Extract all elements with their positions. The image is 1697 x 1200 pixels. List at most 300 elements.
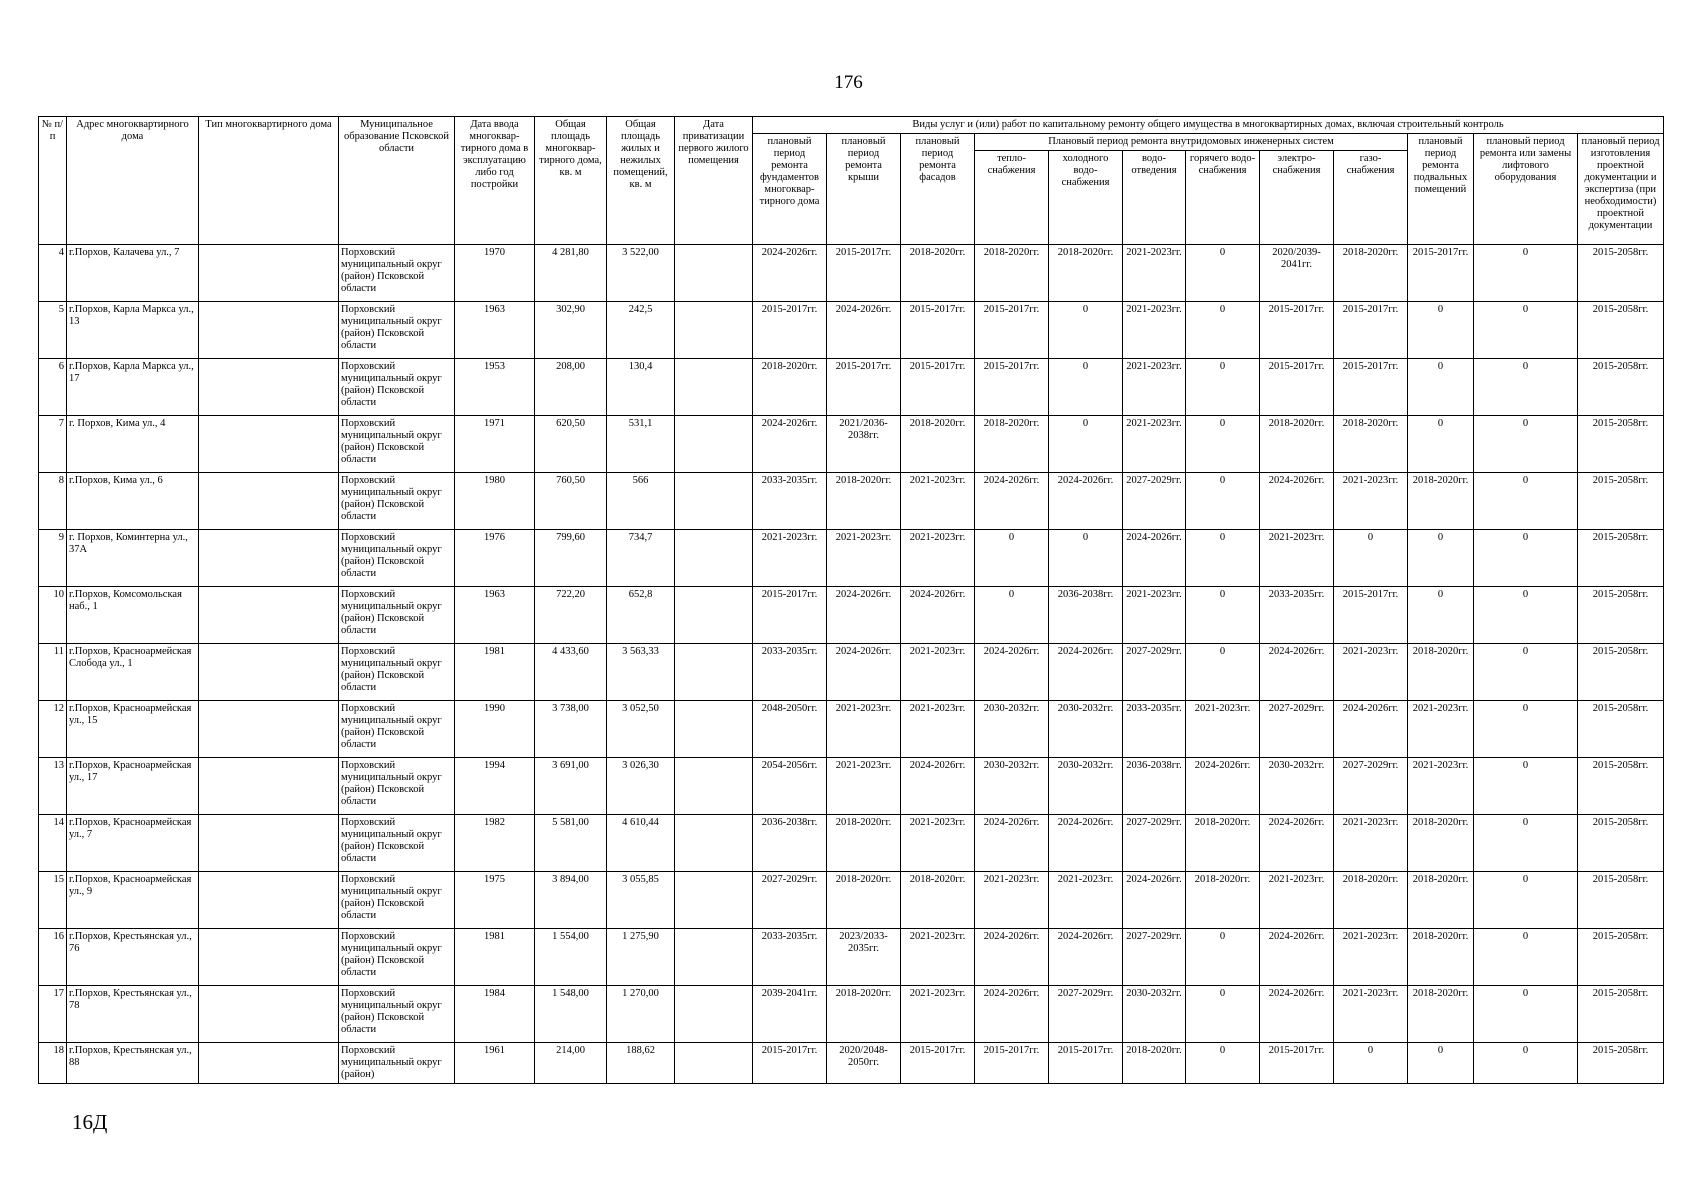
- cell-roof: 2018-2020гг.: [827, 815, 901, 872]
- cell-total-area: 3 894,00: [535, 872, 607, 929]
- cell-num: 5: [39, 302, 67, 359]
- cell-cold-water: 0: [1049, 359, 1123, 416]
- cell-facade: 2021-2023гг.: [901, 986, 975, 1043]
- table-row: [39, 530, 1664, 587]
- cell-privatization: [675, 872, 753, 929]
- cell-design-docs: 2015-2058гг.: [1578, 644, 1664, 701]
- cell-basement: 2018-2020гг.: [1408, 473, 1474, 530]
- cell-gas: 2024-2026гг.: [1334, 701, 1408, 758]
- cell-municipality: Порховский муниципальный округ (район) Псковской области: [339, 587, 455, 644]
- cell-sewage: 2030-2032гг.: [1123, 986, 1186, 1043]
- cell-facade: 2018-2020гг.: [901, 872, 975, 929]
- cell-municipality: Порховский муниципальный округ (район) Псковской области: [339, 359, 455, 416]
- cell-hot-water: 0: [1186, 587, 1260, 644]
- cell-design-docs: 2015-2058гг.: [1578, 815, 1664, 872]
- cell-hot-water: 0: [1186, 473, 1260, 530]
- cell-foundation: 2021-2023гг.: [753, 530, 827, 587]
- cell-heat: 0: [975, 530, 1049, 587]
- cell-design-docs: 2015-2058гг.: [1578, 359, 1664, 416]
- cell-address: г.Порхов, Крестьянская ул., 78: [67, 986, 199, 1043]
- cell-privatization: [675, 416, 753, 473]
- cell-year: 1976: [455, 530, 535, 587]
- cell-facade: 2021-2023гг.: [901, 473, 975, 530]
- cell-privatization: [675, 815, 753, 872]
- cell-type: [199, 758, 339, 815]
- cell-basement: 2018-2020гг.: [1408, 815, 1474, 872]
- cell-total-area: 799,60: [535, 530, 607, 587]
- cell-num: 4: [39, 245, 67, 302]
- cell-electric: 2024-2026гг.: [1260, 815, 1334, 872]
- cell-gas: 2021-2023гг.: [1334, 986, 1408, 1043]
- header-hot-water: горячего водо-снабжения: [1186, 151, 1260, 245]
- cell-facade: 2021-2023гг.: [901, 701, 975, 758]
- cell-hot-water: 0: [1186, 1043, 1260, 1084]
- cell-design-docs: 2015-2058гг.: [1578, 245, 1664, 302]
- cell-heat: 2021-2023гг.: [975, 872, 1049, 929]
- cell-elevator: 0: [1474, 701, 1578, 758]
- header-basement: плановый период ремонта подвальных помещений: [1408, 134, 1474, 245]
- cell-num: 8: [39, 473, 67, 530]
- cell-foundation: 2015-2017гг.: [753, 302, 827, 359]
- page-number: 176: [834, 72, 863, 93]
- cell-sewage: 2027-2029гг.: [1123, 644, 1186, 701]
- cell-heat: 2030-2032гг.: [975, 758, 1049, 815]
- cell-year: 1970: [455, 245, 535, 302]
- cell-total-area: 214,00: [535, 1043, 607, 1084]
- cell-privatization: [675, 644, 753, 701]
- cell-privatization: [675, 986, 753, 1043]
- cell-gas: 2018-2020гг.: [1334, 872, 1408, 929]
- cell-design-docs: 2015-2058гг.: [1578, 302, 1664, 359]
- cell-municipality: Порховский муниципальный округ (район) Псковской области: [339, 416, 455, 473]
- cell-municipality: Порховский муниципальный округ (район) Псковской области: [339, 473, 455, 530]
- cell-cold-water: 2024-2026гг.: [1049, 473, 1123, 530]
- cell-basement: 2018-2020гг.: [1408, 986, 1474, 1043]
- cell-hot-water: 0: [1186, 245, 1260, 302]
- cell-address: г.Порхов, Кима ул., 6: [67, 473, 199, 530]
- table-header: [39, 117, 1664, 245]
- cell-type: [199, 986, 339, 1043]
- cell-heat: 2018-2020гг.: [975, 416, 1049, 473]
- cell-elevator: 0: [1474, 245, 1578, 302]
- header-total-area: Общая площадь многоквар-тирного дома, кв. м: [535, 117, 607, 245]
- cell-total-area: 722,20: [535, 587, 607, 644]
- cell-address: г.Порхов, Карла Маркса ул., 17: [67, 359, 199, 416]
- header-roof: плановый период ремонта крыши: [827, 134, 901, 245]
- cell-electric: 2027-2029гг.: [1260, 701, 1334, 758]
- cell-elevator: 0: [1474, 587, 1578, 644]
- cell-roof: 2024-2026гг.: [827, 644, 901, 701]
- header-foundation: плановый период ремонта фундаментов многоквар-тирного дома: [753, 134, 827, 245]
- cell-privatization: [675, 530, 753, 587]
- cell-living-area: 531,1: [607, 416, 675, 473]
- cell-facade: 2021-2023гг.: [901, 530, 975, 587]
- cell-municipality: Порховский муниципальный округ (район): [339, 1043, 455, 1084]
- capital-repair-table: [38, 116, 1664, 1084]
- cell-electric: 2024-2026гг.: [1260, 644, 1334, 701]
- cell-electric: 2033-2035гг.: [1260, 587, 1334, 644]
- cell-design-docs: 2015-2058гг.: [1578, 986, 1664, 1043]
- cell-basement: 0: [1408, 587, 1474, 644]
- cell-year: 1981: [455, 644, 535, 701]
- cell-hot-water: 0: [1186, 530, 1260, 587]
- cell-gas: 2021-2023гг.: [1334, 815, 1408, 872]
- cell-cold-water: 2015-2017гг.: [1049, 1043, 1123, 1084]
- cell-roof: 2018-2020гг.: [827, 986, 901, 1043]
- cell-year: 1982: [455, 815, 535, 872]
- cell-living-area: 1 275,90: [607, 929, 675, 986]
- cell-electric: 2015-2017гг.: [1260, 359, 1334, 416]
- cell-heat: 2024-2026гг.: [975, 929, 1049, 986]
- cell-roof: 2020/2048-2050гг.: [827, 1043, 901, 1084]
- cell-basement: 2015-2017гг.: [1408, 245, 1474, 302]
- cell-heat: 2024-2026гг.: [975, 473, 1049, 530]
- cell-privatization: [675, 359, 753, 416]
- cell-type: [199, 359, 339, 416]
- cell-heat: 0: [975, 587, 1049, 644]
- cell-num: 18: [39, 1043, 67, 1084]
- cell-municipality: Порховский муниципальный округ (район) Псковской области: [339, 245, 455, 302]
- cell-facade: 2015-2017гг.: [901, 359, 975, 416]
- cell-num: 11: [39, 644, 67, 701]
- cell-sewage: 2021-2023гг.: [1123, 245, 1186, 302]
- cell-elevator: 0: [1474, 359, 1578, 416]
- cell-type: [199, 473, 339, 530]
- cell-gas: 2021-2023гг.: [1334, 929, 1408, 986]
- cell-cold-water: 0: [1049, 530, 1123, 587]
- cell-sewage: 2033-2035гг.: [1123, 701, 1186, 758]
- cell-cold-water: 2018-2020гг.: [1049, 245, 1123, 302]
- cell-type: [199, 302, 339, 359]
- cell-total-area: 1 548,00: [535, 986, 607, 1043]
- cell-hot-water: 0: [1186, 986, 1260, 1043]
- cell-living-area: 4 610,44: [607, 815, 675, 872]
- cell-foundation: 2018-2020гг.: [753, 359, 827, 416]
- cell-basement: 2021-2023гг.: [1408, 701, 1474, 758]
- cell-elevator: 0: [1474, 416, 1578, 473]
- table-row: [39, 815, 1664, 872]
- cell-gas: 2015-2017гг.: [1334, 302, 1408, 359]
- cell-foundation: 2024-2026гг.: [753, 245, 827, 302]
- cell-design-docs: 2015-2058гг.: [1578, 416, 1664, 473]
- cell-privatization: [675, 929, 753, 986]
- cell-basement: 2018-2020гг.: [1408, 644, 1474, 701]
- cell-gas: 0: [1334, 530, 1408, 587]
- cell-roof: 2015-2017гг.: [827, 245, 901, 302]
- cell-address: г.Порхов, Красноармейская ул., 7: [67, 815, 199, 872]
- cell-sewage: 2036-2038гг.: [1123, 758, 1186, 815]
- cell-year: 1953: [455, 359, 535, 416]
- cell-total-area: 4 281,80: [535, 245, 607, 302]
- cell-gas: 2021-2023гг.: [1334, 473, 1408, 530]
- cell-facade: 2024-2026гг.: [901, 587, 975, 644]
- cell-basement: 0: [1408, 1043, 1474, 1084]
- cell-type: [199, 701, 339, 758]
- cell-electric: 2021-2023гг.: [1260, 872, 1334, 929]
- cell-facade: 2021-2023гг.: [901, 815, 975, 872]
- cell-cold-water: 2027-2029гг.: [1049, 986, 1123, 1043]
- cell-foundation: 2027-2029гг.: [753, 872, 827, 929]
- cell-year: 1975: [455, 872, 535, 929]
- footer-code: 16Д: [72, 1110, 108, 1134]
- cell-foundation: 2015-2017гг.: [753, 587, 827, 644]
- cell-facade: 2021-2023гг.: [901, 929, 975, 986]
- cell-elevator: 0: [1474, 473, 1578, 530]
- cell-address: г.Порхов, Крестьянская ул., 88: [67, 1043, 199, 1084]
- cell-sewage: 2018-2020гг.: [1123, 1043, 1186, 1084]
- cell-basement: 0: [1408, 359, 1474, 416]
- cell-basement: 0: [1408, 416, 1474, 473]
- header-electric: электро-снабжения: [1260, 151, 1334, 245]
- cell-basement: 2018-2020гг.: [1408, 872, 1474, 929]
- cell-sewage: 2021-2023гг.: [1123, 587, 1186, 644]
- cell-num: 12: [39, 701, 67, 758]
- cell-hot-water: 0: [1186, 929, 1260, 986]
- cell-sewage: 2027-2029гг.: [1123, 473, 1186, 530]
- cell-cold-water: 0: [1049, 302, 1123, 359]
- header-heat: тепло-снабжения: [975, 151, 1049, 245]
- cell-total-area: 208,00: [535, 359, 607, 416]
- table-row: [39, 986, 1664, 1043]
- cell-electric: 2020/2039-2041гг.: [1260, 245, 1334, 302]
- cell-municipality: Порховский муниципальный округ (район) Псковской области: [339, 929, 455, 986]
- cell-municipality: Порховский муниципальный округ (район) Псковской области: [339, 815, 455, 872]
- cell-address: г.Порхов, Крестьянская ул., 76: [67, 929, 199, 986]
- table-body: [39, 245, 1664, 1084]
- table-row: [39, 701, 1664, 758]
- cell-privatization: [675, 701, 753, 758]
- cell-municipality: Порховский муниципальный округ (район) Псковской области: [339, 530, 455, 587]
- cell-address: г.Порхов, Калачева ул., 7: [67, 245, 199, 302]
- cell-address: г. Порхов, Коминтерна ул., 37А: [67, 530, 199, 587]
- cell-privatization: [675, 302, 753, 359]
- cell-address: г.Порхов, Карла Маркса ул., 13: [67, 302, 199, 359]
- cell-basement: 2018-2020гг.: [1408, 929, 1474, 986]
- cell-roof: 2015-2017гг.: [827, 359, 901, 416]
- cell-design-docs: 2015-2058гг.: [1578, 1043, 1664, 1084]
- cell-address: г.Порхов, Красноармейская ул., 17: [67, 758, 199, 815]
- cell-living-area: 130,4: [607, 359, 675, 416]
- table-row: [39, 758, 1664, 815]
- cell-cold-water: 2030-2032гг.: [1049, 701, 1123, 758]
- cell-num: 13: [39, 758, 67, 815]
- cell-electric: 2024-2026гг.: [1260, 473, 1334, 530]
- cell-year: 1963: [455, 302, 535, 359]
- cell-foundation: 2039-2041гг.: [753, 986, 827, 1043]
- cell-heat: 2015-2017гг.: [975, 1043, 1049, 1084]
- cell-hot-water: 2021-2023гг.: [1186, 701, 1260, 758]
- cell-type: [199, 245, 339, 302]
- cell-cold-water: 2024-2026гг.: [1049, 644, 1123, 701]
- cell-hot-water: 0: [1186, 644, 1260, 701]
- header-cold-water: холодного водо-снабжения: [1049, 151, 1123, 245]
- cell-total-area: 1 554,00: [535, 929, 607, 986]
- cell-design-docs: 2015-2058гг.: [1578, 758, 1664, 815]
- cell-roof: 2021-2023гг.: [827, 701, 901, 758]
- cell-type: [199, 1043, 339, 1084]
- cell-foundation: 2024-2026гг.: [753, 416, 827, 473]
- cell-type: [199, 929, 339, 986]
- cell-foundation: 2036-2038гг.: [753, 815, 827, 872]
- cell-type: [199, 872, 339, 929]
- cell-hot-water: 2024-2026гг.: [1186, 758, 1260, 815]
- cell-elevator: 0: [1474, 302, 1578, 359]
- cell-total-area: 4 433,60: [535, 644, 607, 701]
- cell-sewage: 2024-2026гг.: [1123, 872, 1186, 929]
- cell-elevator: 0: [1474, 530, 1578, 587]
- header-facade: плановый период ремонта фасадов: [901, 134, 975, 245]
- table-row: [39, 302, 1664, 359]
- cell-foundation: 2033-2035гг.: [753, 473, 827, 530]
- cell-year: 1980: [455, 473, 535, 530]
- cell-cold-water: 2030-2032гг.: [1049, 758, 1123, 815]
- cell-type: [199, 644, 339, 701]
- cell-num: 10: [39, 587, 67, 644]
- cell-type: [199, 815, 339, 872]
- cell-privatization: [675, 1043, 753, 1084]
- header-type: Тип многоквартирного дома: [199, 117, 339, 245]
- cell-hot-water: 2018-2020гг.: [1186, 815, 1260, 872]
- header-living-area: Общая площадь жилых и нежилых помещений, кв. м: [607, 117, 675, 245]
- cell-year: 1981: [455, 929, 535, 986]
- cell-facade: 2018-2020гг.: [901, 416, 975, 473]
- cell-foundation: 2015-2017гг.: [753, 1043, 827, 1084]
- cell-heat: 2015-2017гг.: [975, 302, 1049, 359]
- cell-living-area: 188,62: [607, 1043, 675, 1084]
- cell-design-docs: 2015-2058гг.: [1578, 929, 1664, 986]
- cell-roof: 2024-2026гг.: [827, 587, 901, 644]
- cell-privatization: [675, 587, 753, 644]
- header-engineering-group: Плановый период ремонта внутридомовых инженерных систем: [975, 134, 1408, 151]
- cell-num: 15: [39, 872, 67, 929]
- cell-facade: 2024-2026гг.: [901, 758, 975, 815]
- cell-elevator: 0: [1474, 986, 1578, 1043]
- cell-roof: 2023/2033-2035гг.: [827, 929, 901, 986]
- cell-gas: 2015-2017гг.: [1334, 359, 1408, 416]
- cell-electric: 2018-2020гг.: [1260, 416, 1334, 473]
- cell-type: [199, 530, 339, 587]
- cell-num: 6: [39, 359, 67, 416]
- cell-num: 9: [39, 530, 67, 587]
- cell-year: 1961: [455, 1043, 535, 1084]
- cell-electric: 2021-2023гг.: [1260, 530, 1334, 587]
- cell-elevator: 0: [1474, 758, 1578, 815]
- cell-year: 1971: [455, 416, 535, 473]
- cell-sewage: 2021-2023гг.: [1123, 359, 1186, 416]
- cell-gas: 2018-2020гг.: [1334, 416, 1408, 473]
- cell-heat: 2024-2026гг.: [975, 644, 1049, 701]
- cell-living-area: 3 052,50: [607, 701, 675, 758]
- header-elevator: плановый период ремонта или замены лифтового оборудования: [1474, 134, 1578, 245]
- cell-foundation: 2033-2035гг.: [753, 644, 827, 701]
- cell-gas: 2015-2017гг.: [1334, 587, 1408, 644]
- table-row: [39, 1043, 1664, 1084]
- cell-living-area: 3 522,00: [607, 245, 675, 302]
- cell-roof: 2021-2023гг.: [827, 530, 901, 587]
- cell-heat: 2024-2026гг.: [975, 815, 1049, 872]
- cell-electric: 2024-2026гг.: [1260, 929, 1334, 986]
- cell-total-area: 3 738,00: [535, 701, 607, 758]
- cell-total-area: 5 581,00: [535, 815, 607, 872]
- cell-heat: 2015-2017гг.: [975, 359, 1049, 416]
- cell-design-docs: 2015-2058гг.: [1578, 872, 1664, 929]
- cell-privatization: [675, 758, 753, 815]
- cell-cold-water: 0: [1049, 416, 1123, 473]
- table-row: [39, 872, 1664, 929]
- cell-total-area: 3 691,00: [535, 758, 607, 815]
- cell-facade: 2018-2020гг.: [901, 245, 975, 302]
- cell-address: г.Порхов, Красноармейская ул., 15: [67, 701, 199, 758]
- cell-living-area: 3 055,85: [607, 872, 675, 929]
- cell-municipality: Порховский муниципальный округ (район) Псковской области: [339, 644, 455, 701]
- cell-year: 1963: [455, 587, 535, 644]
- table-row: [39, 359, 1664, 416]
- cell-cold-water: 2021-2023гг.: [1049, 872, 1123, 929]
- cell-num: 17: [39, 986, 67, 1043]
- cell-basement: 0: [1408, 302, 1474, 359]
- cell-privatization: [675, 245, 753, 302]
- cell-roof: 2018-2020гг.: [827, 872, 901, 929]
- cell-sewage: 2021-2023гг.: [1123, 302, 1186, 359]
- cell-design-docs: 2015-2058гг.: [1578, 587, 1664, 644]
- cell-sewage: 2027-2029гг.: [1123, 815, 1186, 872]
- cell-address: г. Порхов, Кима ул., 4: [67, 416, 199, 473]
- cell-design-docs: 2015-2058гг.: [1578, 530, 1664, 587]
- cell-facade: 2015-2017гг.: [901, 1043, 975, 1084]
- cell-hot-water: 0: [1186, 359, 1260, 416]
- cell-sewage: 2024-2026гг.: [1123, 530, 1186, 587]
- cell-facade: 2021-2023гг.: [901, 644, 975, 701]
- cell-cold-water: 2024-2026гг.: [1049, 815, 1123, 872]
- header-sewage: водо-отведения: [1123, 151, 1186, 245]
- cell-hot-water: 0: [1186, 416, 1260, 473]
- cell-elevator: 0: [1474, 1043, 1578, 1084]
- cell-basement: 2021-2023гг.: [1408, 758, 1474, 815]
- cell-num: 7: [39, 416, 67, 473]
- cell-hot-water: 0: [1186, 302, 1260, 359]
- cell-roof: 2021-2023гг.: [827, 758, 901, 815]
- cell-foundation: 2054-2056гг.: [753, 758, 827, 815]
- header-design-docs: плановый период изготовления проектной документации и экспертиза (при необходимости) проектной документации: [1578, 134, 1664, 245]
- header-gas: газо-снабжения: [1334, 151, 1408, 245]
- cell-total-area: 620,50: [535, 416, 607, 473]
- cell-municipality: Порховский муниципальный округ (район) Псковской области: [339, 758, 455, 815]
- header-privatization-date: Дата приватизации первого жилого помещения: [675, 117, 753, 245]
- cell-living-area: 734,7: [607, 530, 675, 587]
- cell-cold-water: 2024-2026гг.: [1049, 929, 1123, 986]
- cell-privatization: [675, 473, 753, 530]
- table-row: [39, 587, 1664, 644]
- cell-municipality: Порховский муниципальный округ (район) Псковской области: [339, 872, 455, 929]
- cell-living-area: 3 026,30: [607, 758, 675, 815]
- cell-electric: 2015-2017гг.: [1260, 1043, 1334, 1084]
- cell-facade: 2015-2017гг.: [901, 302, 975, 359]
- cell-elevator: 0: [1474, 929, 1578, 986]
- cell-basement: 0: [1408, 530, 1474, 587]
- cell-address: г.Порхов, Красноармейская Слобода ул., 1: [67, 644, 199, 701]
- cell-address: г.Порхов, Красноармейская ул., 9: [67, 872, 199, 929]
- cell-cold-water: 2036-2038гг.: [1049, 587, 1123, 644]
- table-row: [39, 416, 1664, 473]
- cell-design-docs: 2015-2058гг.: [1578, 473, 1664, 530]
- cell-municipality: Порховский муниципальный округ (район) Псковской области: [339, 302, 455, 359]
- cell-address: г.Порхов, Комсомольская наб., 1: [67, 587, 199, 644]
- cell-roof: 2018-2020гг.: [827, 473, 901, 530]
- cell-design-docs: 2015-2058гг.: [1578, 701, 1664, 758]
- table-row: [39, 473, 1664, 530]
- cell-living-area: 652,8: [607, 587, 675, 644]
- cell-municipality: Порховский муниципальный округ (район) Псковской области: [339, 701, 455, 758]
